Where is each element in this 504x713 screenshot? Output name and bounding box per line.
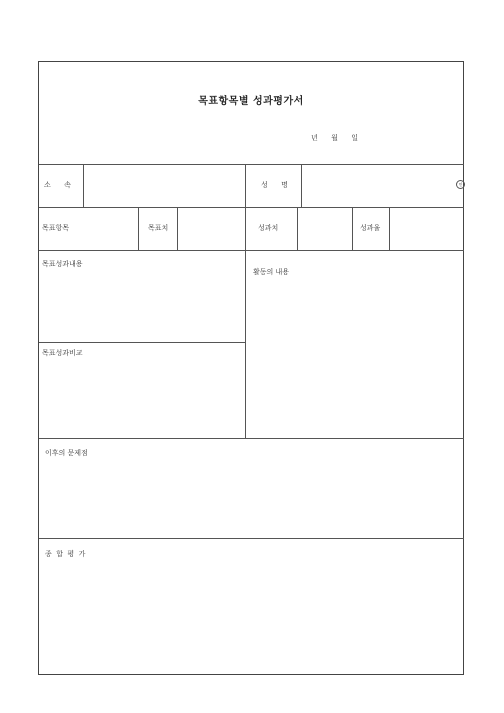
divider-left-mid: [39, 342, 245, 343]
activity-content-label: 활동의 내용: [253, 268, 290, 276]
goal-result-compare-label: 목표성과비교: [42, 349, 83, 357]
divider-middle: [245, 250, 246, 438]
form-title: 목표항목별 성과평가서: [198, 96, 304, 107]
seal-mark: 인: [456, 180, 465, 189]
divider-r2-a: [138, 207, 139, 250]
goal-value-label: 목표치: [148, 224, 169, 232]
divider-issues: [39, 438, 464, 439]
divider-r2-e: [352, 207, 353, 250]
future-issues-label: 이후의 문제점: [45, 449, 88, 457]
goal-result-content-label: 목표성과내용: [42, 260, 83, 268]
divider-header: [39, 164, 464, 165]
divider-name-label-left: [245, 164, 246, 207]
goal-item-label: 목표항목: [42, 224, 70, 232]
divider-name-label-right: [301, 164, 302, 207]
divider-overall: [39, 538, 464, 539]
date-line: 년 월 일: [311, 134, 358, 142]
overall-eval-label: 종 합 평 가: [45, 550, 86, 558]
affiliation-label: 소 속: [44, 181, 71, 189]
divider-row2: [39, 250, 464, 251]
divider-r2-c: [245, 207, 246, 250]
divider-r2-d: [297, 207, 298, 250]
divider-r2-f: [389, 207, 390, 250]
name-label: 성 명: [261, 181, 288, 189]
divider-row1: [39, 207, 464, 208]
result-rate-label: 성과율: [360, 224, 381, 232]
divider-r2-b: [177, 207, 178, 250]
evaluation-form: [38, 61, 464, 675]
divider-affiliation: [83, 164, 84, 207]
result-value-label: 성과치: [258, 224, 279, 232]
